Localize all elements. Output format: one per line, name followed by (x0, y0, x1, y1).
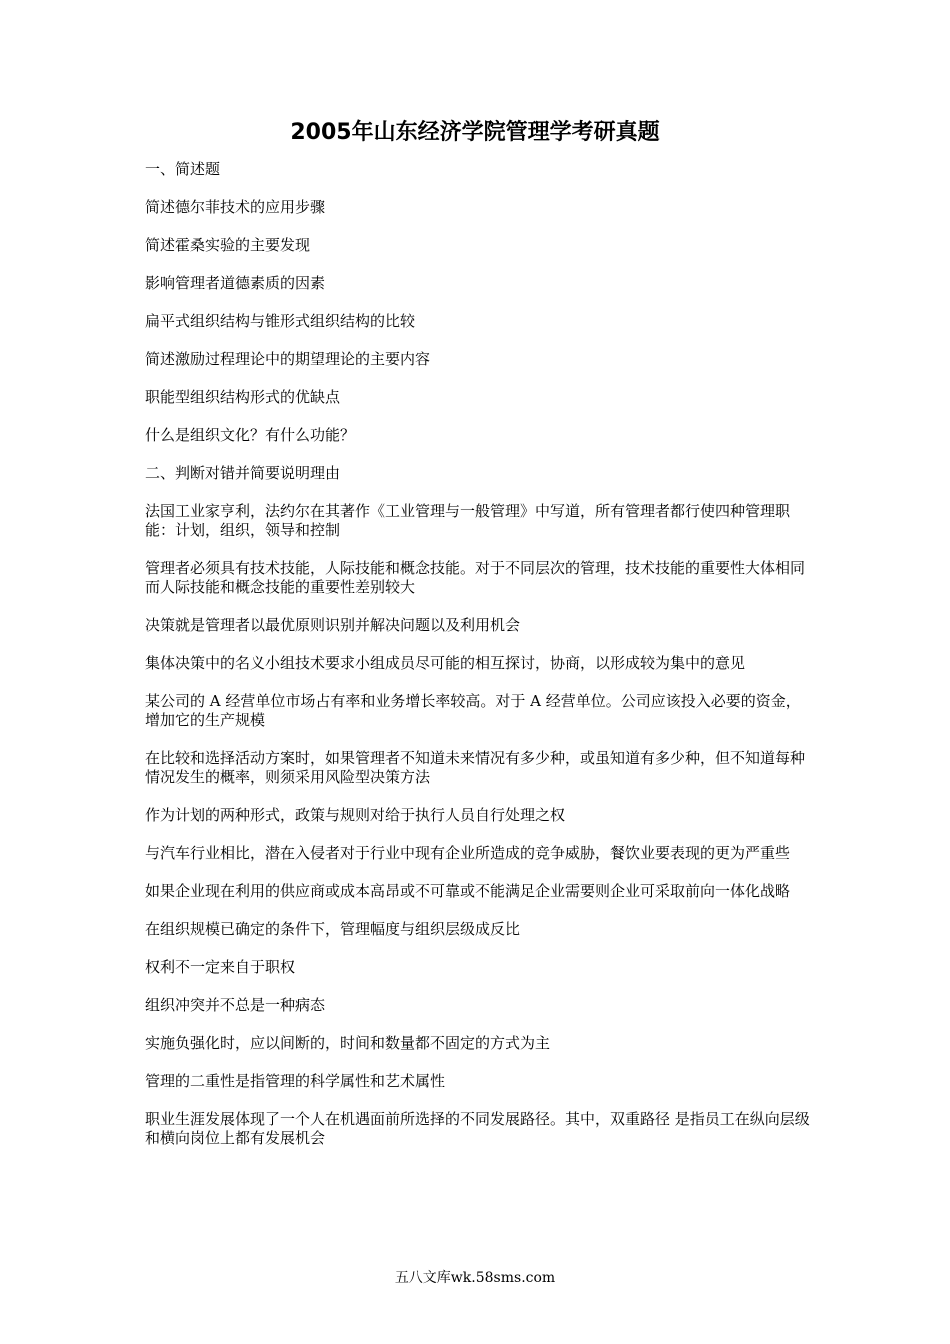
question-item: 集体决策中的名义小组技术要求小组成员尽可能的相互探讨，协商，以形成较为集中的意见 (145, 654, 746, 672)
question-item: 权利不一定来自于职权 (145, 958, 296, 976)
question-item: 如果企业现在利用的供应商或成本高昂或不可靠或不能满足企业需要则企业可采取前向一体化战略 (145, 882, 791, 900)
question-item: 法国工业家亨利，法约尔在其著作《工业管理与一般管理》中写道，所有管理者都行使四种管理职能：计划，组织，领导和控制 (145, 502, 791, 539)
section-heading: 二、判断对错并简要说明理由 (145, 464, 341, 482)
question-item: 与汽车行业相比，潜在入侵者对于行业中现有企业所造成的竞争威胁，餐饮业要表现的更为严重些 (145, 844, 791, 862)
question-item: 扁平式组织结构与锥形式组织结构的比较 (145, 312, 416, 330)
question-item: 实施负强化时，应以间断的，时间和数量都不固定的方式为主 (145, 1034, 551, 1052)
question-item: 简述德尔菲技术的应用步骤 (145, 198, 326, 216)
question-item: 决策就是管理者以最优原则识别并解决问题以及利用机会 (145, 616, 521, 634)
document-title: 2005年山东经济学院管理学考研真题 (290, 120, 660, 145)
question-item: 在组织规模已确定的条件下，管理幅度与组织层级成反比 (145, 920, 521, 938)
question-item: 职能型组织结构形式的优缺点 (145, 388, 341, 406)
question-item: 某公司的 A 经营单位市场占有率和业务增长率较高。对于 A 经营单位。公司应该投入必要的资金，增加它的生产规模 (145, 692, 801, 729)
question-item: 简述激励过程理论中的期望理论的主要内容 (145, 350, 431, 368)
question-item: 什么是组织文化？有什么功能？ (145, 426, 356, 444)
page-footer: 五八文库wk.58sms.com (394, 1270, 556, 1286)
question-item: 组织冲突并不总是一种病态 (145, 996, 326, 1014)
question-item: 作为计划的两种形式，政策与规则对给于执行人员自行处理之权 (145, 806, 566, 824)
question-item: 管理者必须具有技术技能，人际技能和概念技能。对于不同层次的管理，技术技能的重要性大体相同而人际技能和概念技能的重要性差别较大 (145, 559, 806, 596)
question-item: 简述霍桑实验的主要发现 (145, 236, 311, 254)
document-body (145, 160, 810, 1167)
question-item: 职业生涯发展体现了一个人在机遇面前所选择的不同发展路径。其中，双重路径 是指员工在纵向层级和横向岗位上都有发展机会 (145, 1110, 810, 1147)
question-item: 影响管理者道德素质的因素 (145, 274, 326, 292)
question-item: 在比较和选择活动方案时，如果管理者不知道未来情况有多少种，或虽知道有多少种，但不知道每种情况发生的概率，则须采用风险型决策方法 (145, 749, 806, 786)
question-item: 管理的二重性是指管理的科学属性和艺术属性 (145, 1072, 446, 1090)
section-heading: 一、简述题 (145, 160, 221, 178)
